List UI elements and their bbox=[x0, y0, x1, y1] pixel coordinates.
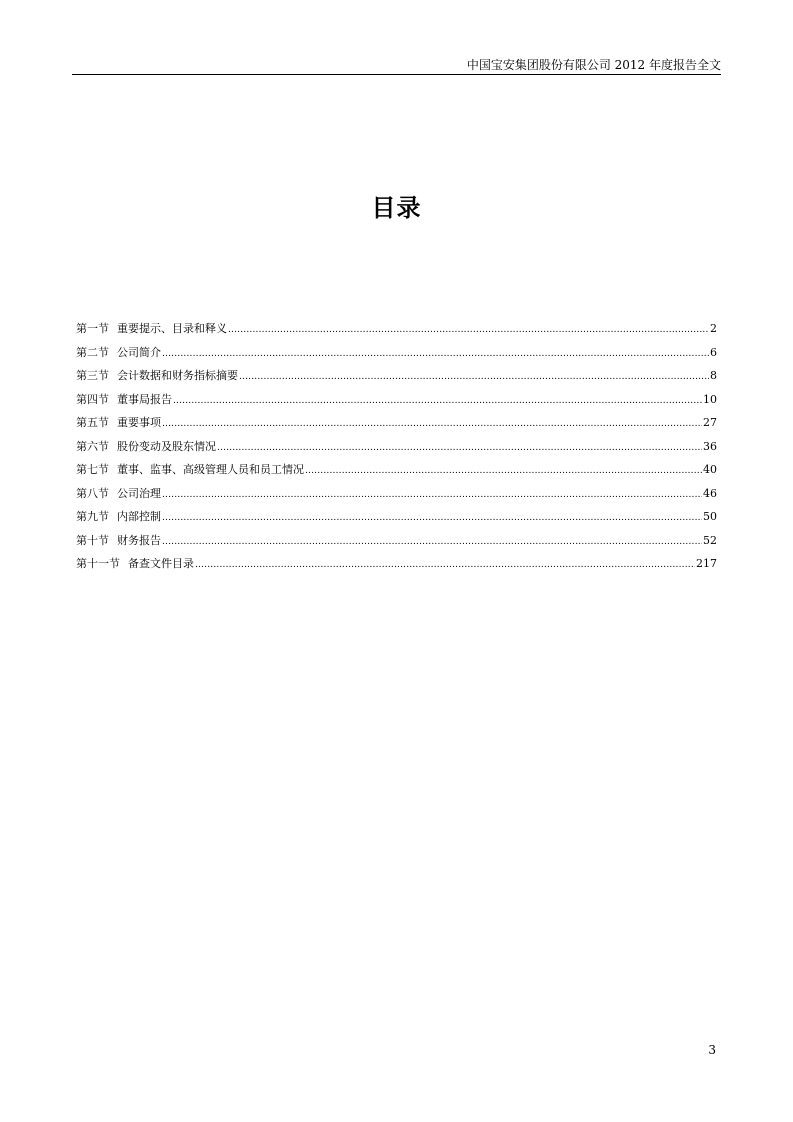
toc-section-number: 第十一节 bbox=[76, 557, 120, 570]
page-title: 目录 bbox=[371, 194, 422, 222]
toc-leader-dots bbox=[305, 466, 702, 476]
toc-section-title: 备查文件目录 bbox=[128, 557, 194, 570]
toc-page-number: 36 bbox=[703, 439, 717, 453]
toc-page-number: 50 bbox=[703, 510, 717, 523]
toc-leader-dots bbox=[162, 537, 702, 547]
header-title: 中国宝安集团股份有限公司 2012 年度报告全文 bbox=[466, 58, 721, 72]
toc-page-number: 217 bbox=[696, 557, 717, 570]
toc-entry[interactable] bbox=[76, 414, 717, 438]
toc-page-number: 2 bbox=[710, 322, 717, 335]
page-number: 3 bbox=[708, 1043, 716, 1057]
toc-entry[interactable] bbox=[76, 532, 717, 556]
toc-section-title: 会计数据和财务指标摘要 bbox=[117, 369, 238, 382]
toc-section-title: 董事、监事、高级管理人员和员工情况 bbox=[117, 463, 304, 476]
toc-entry[interactable] bbox=[76, 555, 717, 579]
toc-section-number: 第一节 bbox=[76, 322, 109, 335]
toc-entry[interactable] bbox=[76, 438, 717, 462]
toc-leader-dots bbox=[173, 396, 702, 406]
toc-section-number: 第四节 bbox=[76, 392, 109, 406]
toc-section-number: 第七节 bbox=[76, 463, 109, 476]
table-of-contents bbox=[76, 320, 717, 579]
toc-leader-dots bbox=[217, 443, 702, 453]
toc-entry[interactable] bbox=[76, 485, 717, 509]
toc-page-number: 40 bbox=[703, 463, 717, 476]
toc-entry[interactable] bbox=[76, 367, 717, 391]
toc-section-title: 重要事项 bbox=[117, 416, 161, 429]
toc-section-number: 第二节 bbox=[76, 345, 109, 359]
toc-page-number: 6 bbox=[710, 345, 717, 359]
toc-page-number: 46 bbox=[703, 486, 717, 500]
toc-entry[interactable] bbox=[76, 344, 717, 368]
toc-page-number: 8 bbox=[710, 369, 717, 382]
toc-entry[interactable] bbox=[76, 461, 717, 485]
toc-leader-dots bbox=[162, 513, 702, 523]
toc-section-title: 财务报告 bbox=[117, 533, 161, 547]
toc-page-number: 52 bbox=[703, 533, 717, 547]
toc-section-title: 公司简介 bbox=[117, 345, 161, 359]
toc-section-number: 第九节 bbox=[76, 510, 109, 523]
toc-leader-dots bbox=[162, 349, 709, 359]
toc-leader-dots bbox=[162, 490, 702, 500]
toc-entry[interactable] bbox=[76, 508, 717, 532]
toc-section-title: 内部控制 bbox=[117, 510, 161, 523]
toc-entry[interactable] bbox=[76, 391, 717, 415]
page-header bbox=[72, 54, 721, 75]
toc-section-title: 重要提示、目录和释义 bbox=[117, 322, 227, 335]
toc-section-number: 第十节 bbox=[76, 533, 109, 547]
toc-section-number: 第六节 bbox=[76, 439, 109, 453]
toc-section-title: 股份变动及股东情况 bbox=[117, 439, 216, 453]
toc-leader-dots bbox=[162, 419, 702, 429]
toc-entry[interactable] bbox=[76, 320, 717, 344]
toc-leader-dots bbox=[239, 372, 709, 382]
toc-section-title: 公司治理 bbox=[117, 486, 161, 500]
toc-leader-dots bbox=[195, 560, 695, 570]
toc-section-number: 第五节 bbox=[76, 416, 109, 429]
toc-section-title: 董事局报告 bbox=[117, 392, 172, 406]
toc-section-number: 第八节 bbox=[76, 486, 109, 500]
toc-page-number: 10 bbox=[703, 392, 717, 406]
toc-leader-dots bbox=[228, 325, 709, 335]
toc-page-number: 27 bbox=[703, 416, 717, 429]
toc-section-number: 第三节 bbox=[76, 369, 109, 382]
